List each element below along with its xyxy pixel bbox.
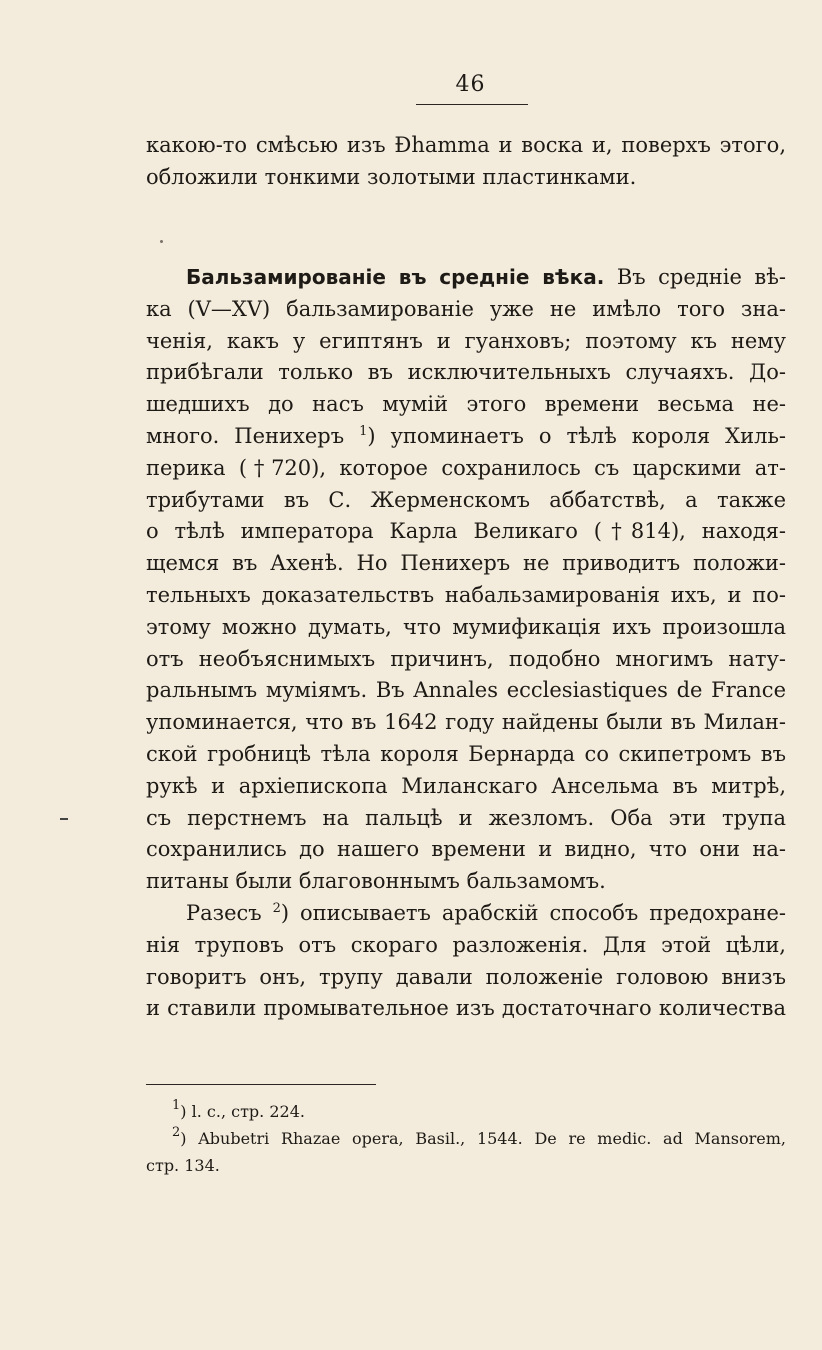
text-line: перика (†720), которое сохранилось съ царскими ат- [146, 455, 786, 480]
text-line: щемся въ Ахенѣ. Но Пенихеръ не приводитъ положи- [146, 551, 786, 576]
footnote-mark: 2 [172, 1125, 181, 1140]
text-line: рукѣ и архіепископа Миланскаго Ансельма въ митрѣ, [146, 773, 786, 798]
page-number: 46 [455, 72, 486, 97]
section-heading: Бальзамированіе въ средніе вѣка. [186, 265, 605, 289]
text-line [146, 421, 786, 453]
text-line: какою-то смѣсью изъ Ɖhamma и воска и, поверхъ этого, [146, 133, 786, 157]
page-number-rule [416, 104, 528, 105]
text-line: этому можно думать, что мумификація ихъ произошла [146, 614, 786, 639]
text-line [146, 262, 786, 294]
text-fragment: Разесъ [186, 900, 262, 925]
text-fragment: ) описываетъ арабскій способъ предохране- [280, 900, 786, 925]
text-line: упоминается, что въ 1642 году найдены были въ Милан- [146, 710, 786, 735]
text-fragment: много. Пенихеръ [146, 423, 345, 448]
text-line: тельныхъ доказательствъ набальзамированія ихъ, и по- [146, 582, 786, 607]
text-line: съ перстнемъ на пальцѣ и жезломъ. Оба эти трупа [146, 805, 786, 830]
text-line: шедшихъ до насъ мумій этого времени весьма не- [146, 392, 786, 417]
text-line: и ставили промывательное изъ достаточнаго количества [146, 996, 786, 1021]
footnote [146, 1125, 786, 1152]
footnote-continuation: стр. 134. [146, 1156, 220, 1175]
footnote-text: ) l. c., стр. 224. [180, 1102, 305, 1121]
text-line: о тѣлѣ императора Карла Великаго (†814), находя- [146, 519, 786, 544]
text-line: нія труповъ отъ скораго разложенія. Для этой цѣли, [146, 932, 786, 957]
footnote-ref: 1 [359, 423, 368, 439]
text-fragment: ) упоминаетъ о тѣлѣ короля Хиль- [367, 423, 786, 448]
text-line: питаны были благовоннымъ бальзамомъ. [146, 869, 606, 894]
footnote-separator [146, 1084, 376, 1085]
intro-paragraph [146, 130, 786, 194]
text-line: трибутами въ С. Жерменскомъ аббатствѣ, а также [146, 487, 786, 512]
footnotes [146, 1098, 786, 1179]
text-line [146, 898, 786, 930]
text-line: отъ необъяснимыхъ причинъ, подобно многимъ нату- [146, 646, 786, 671]
text-line: ка (V—XV) бальзамированіе уже не имѣло того зна- [146, 296, 786, 321]
paper-speck [160, 240, 163, 243]
text-line: ченія, какъ у египтянъ и гуанховъ; поэтому къ нему [146, 328, 786, 353]
footnote-text: ) Abubetri Rhazae opera, Basil., 1544. De re medic. ad Mansorem, [180, 1129, 786, 1148]
text-line: говоритъ онъ, трупу давали положеніе головою внизъ [146, 964, 786, 989]
footnote [146, 1098, 786, 1125]
text-line: сохранились до нашего времени и видно, что они на- [146, 837, 786, 862]
footnote-mark: 1 [172, 1098, 181, 1113]
text-line: ской гробницѣ тѣла короля Бернарда со скипетромъ въ [146, 741, 786, 766]
text-line: обложили тонкими золотыми пластинками. [146, 164, 637, 189]
text-line: ральнымъ муміямъ. Въ Annales ecclesiastiques de France [146, 678, 786, 703]
margin-mark [60, 818, 68, 820]
section-body [146, 262, 786, 1025]
footnote-ref: 2 [272, 900, 281, 916]
text-line: прибѣгали только въ исключительныхъ случаяхъ. До- [146, 360, 786, 385]
text-fragment: Въ средніе вѣ- [616, 265, 786, 289]
